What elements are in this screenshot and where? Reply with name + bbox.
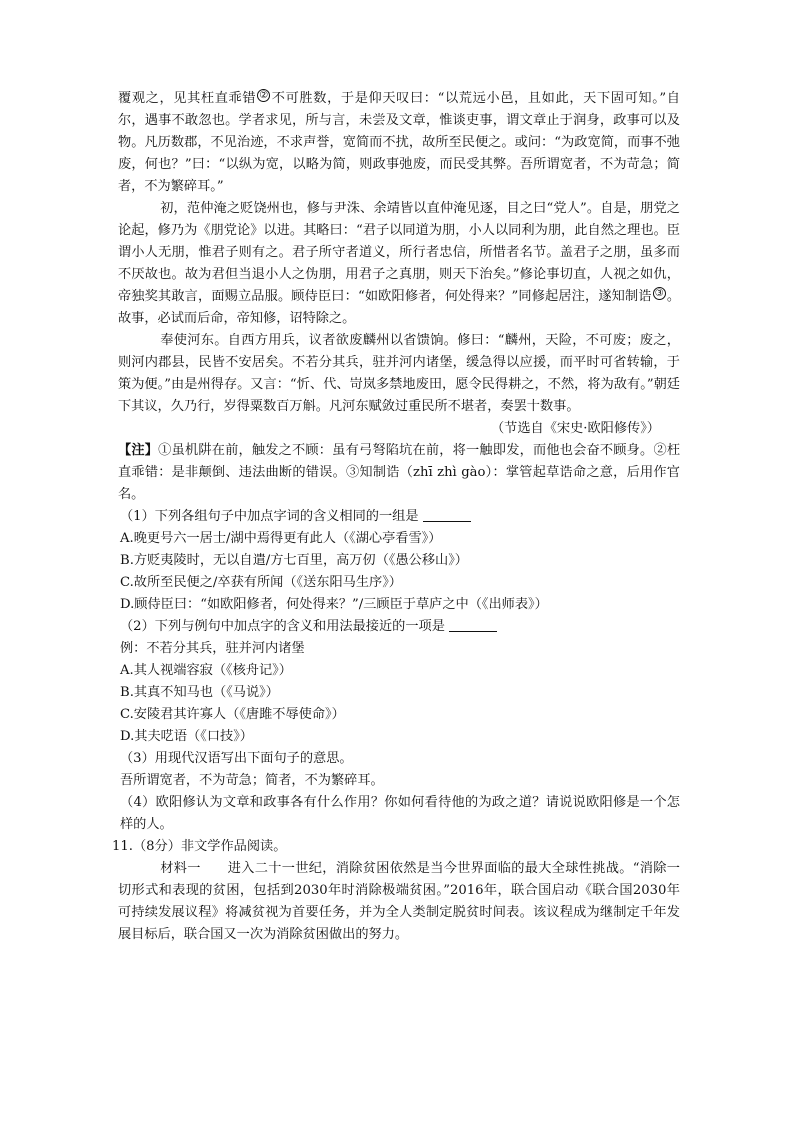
- notes: [118, 440, 680, 506]
- question-1-option-c: C.故所至民便之/卒获有所闻（《送东阳马生序》）: [120, 575, 402, 590]
- passage-source: （节选自《宋史·欧阳修传》）: [490, 421, 660, 436]
- question-1-stem: [118, 506, 680, 528]
- passage-text: 初，范仲淹之贬饶州也，修与尹洙、余靖皆以直仲淹见逐，目之曰“党人”。自是，朋党之论起，修乃为《朋党论》以进。其略曰：“君子以同道为朋，小人以同利为朋，此自然之理也。臣谓小人无朋，惟君子则有之。君子所守者道义，所行者忠信，所惜者名节。盖君子之朋，虽多而不厌故也。故为君但当退小人之伪朋，用君子之真朋，则天下治矣。”修论事切直，人视之如仇，帝独奖其敢言，面赐立品服。顾侍臣曰：“如欧阳修者，何处得来？”同修起居注，遂知制诰: [118, 201, 680, 304]
- notes-head: 【注】: [118, 443, 159, 458]
- question-1-option-b: B.方贬夷陵时，无以自遣/方七百里，高万仞（《愚公移山》）: [120, 553, 468, 568]
- passage-paragraph-2: [118, 198, 680, 330]
- question-2-option-d: D.其夫呓语（《口技》）: [120, 729, 253, 744]
- question-text: （1）下列各组句子中加点字词的含义相同的一组是: [120, 509, 419, 524]
- question-11-title: 11.（8分）非文学作品阅读。: [112, 839, 287, 854]
- notes-text: ①虽机阱在前，触发之不顾：虽有弓弩陷坑在前，将一触即发，而他也会奋不顾身。②枉直乖错：是非颠倒、违法曲断的错误。③知制诰（zhī zhì gào）：掌管起草诰命之意，后用作官名。: [118, 443, 681, 502]
- passage-text: 不可胜数，于是仰天叹曰：“以荒远小邑，且如此，天下固可知。”自尔，遇事不敢忽也。学者求见，所与言，未尝及文章，惟谈吏事，谓文章止于润身，政事可以及物。凡历数郡，不见治迹，不求声誉，宽简而不扰，故所至民便之。或问：“为政宽简，而事不弛废，何也？”曰：“以纵为宽，以略为简，则政事弛废，而民受其弊。吾所谓宽者，不为苛急；简者，不为繁碎耳。”: [118, 91, 680, 194]
- passage-text: 覆观之，见其枉直乖错: [118, 91, 257, 106]
- material-1: 材料一 进入二十一世纪，消除贫困依然是当今世界面临的最大全球性挑战。“消除一切形式和表现的贫困，包括到2030年时消除极端贫困。”2016年，联合国启动《联合国2030年可持续发展议程》将减贫视为首要任务，并为全人类制定脱贫时间表。该议程成为继制定千年发展目标后，联合国又一次为消除贫困做出的努力。: [118, 861, 680, 942]
- question-4-stem: （4）欧阳修认为文章和政事各有什么作用？你如何看待他的为政之道？请说说欧阳修是一个怎样的人。: [120, 795, 680, 832]
- question-2-option-b: B.其真不知马也（《马说》）: [120, 685, 279, 700]
- question-text: （2）下列与例句中加点字的含义和用法最接近的一项是: [120, 619, 445, 634]
- question-2-stem: [118, 616, 680, 638]
- passage-paragraph-1: [118, 88, 680, 198]
- question-3-stem: （3）用现代汉语写出下面句子的意思。: [120, 751, 353, 766]
- question-2-option-c: C.安陵君其许寡人（《唐雎不辱使命》）: [120, 707, 345, 722]
- footnote-marker-2: ②: [257, 89, 270, 102]
- question-2-option-a: A.其人视端容寂（《核舟记》）: [120, 663, 292, 678]
- passage-paragraph-3: 奉使河东。自西方用兵，议者欲废麟州以省馈饷。修曰：“麟州，天险，不可废；废之，则河内郡县，民皆不安居矣。不若分其兵，驻并河内诸堡，缓急得以应援，而平时可省转输，于策为便。”由是州得存。又言：“忻、代、岢岚多禁地废田，愿令民得耕之，不然，将为敌有。”朝廷下其议，久乃行，岁得粟数百万斛。凡河东赋敛过重民所不堪者，奏罢十数事。: [118, 333, 680, 414]
- footnote-marker-3: ③: [653, 287, 666, 300]
- answer-blank-2[interactable]: [449, 617, 497, 632]
- question-1-option-d: D.顾侍臣曰：“如欧阳修者，何处得来？”/三顾臣于草庐之中（《出师表》）: [120, 597, 548, 612]
- question-3-text: 吾所谓宽者，不为苛急；简者，不为繁碎耳。: [120, 773, 384, 788]
- document-body: [112, 88, 681, 946]
- answer-blank-1[interactable]: [423, 507, 471, 522]
- passage-text: 。故事，必试而后命，帝知修，诏特除之。: [118, 289, 681, 326]
- question-1-option-a: A.晚更号六一居士/湖中焉得更有此人（《湖心亭看雪》）: [120, 531, 442, 546]
- question-2-example: 例：不若分其兵，驻并河内诸堡: [120, 641, 305, 656]
